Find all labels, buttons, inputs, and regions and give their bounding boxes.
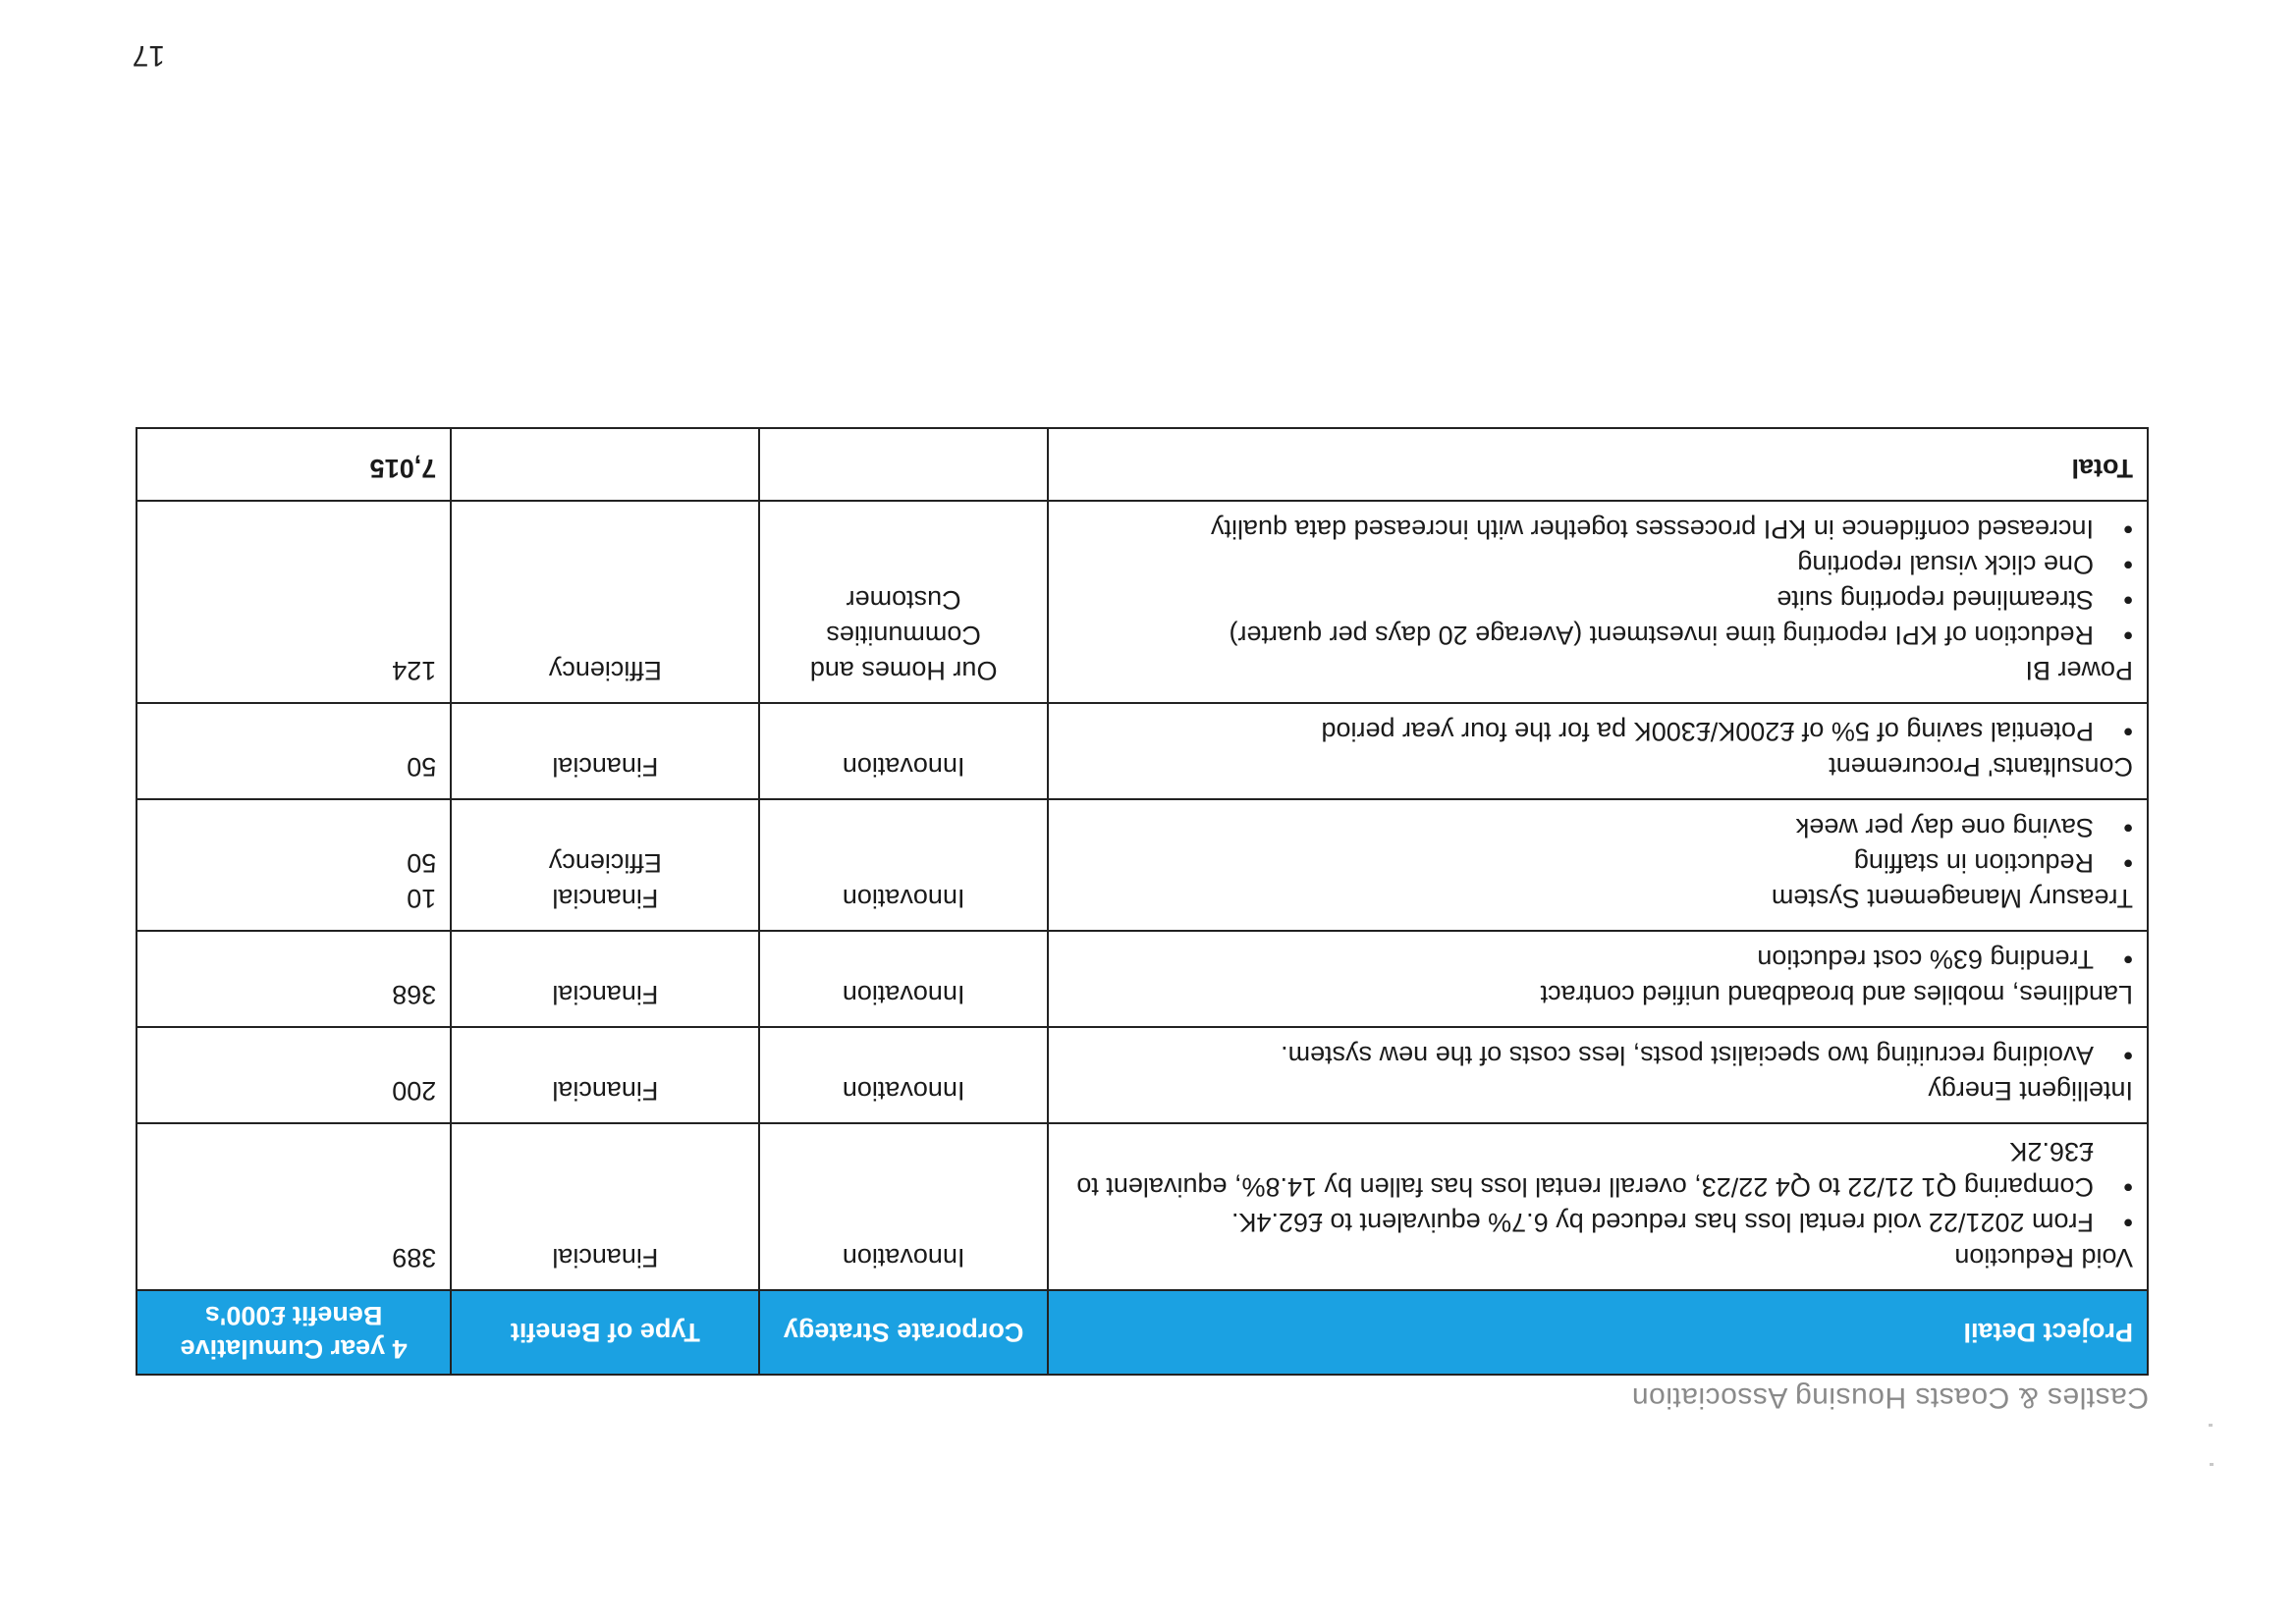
bullet-item: • Potential saving of 5% of £200K/£300K pa for the four year period <box>1063 714 2094 749</box>
table-row <box>137 501 2148 703</box>
strategy-value: Innovation <box>842 884 965 913</box>
bullet-item: • Avoiding recruiting two specialist posts, less costs of the new system. <box>1063 1038 2094 1073</box>
bullet-item: • One click visual reporting <box>1063 547 2094 582</box>
bullet-item: • Reduction of KPI reporting time investment (Average 20 days per quarter) <box>1063 618 2094 653</box>
benefit-type-cell <box>451 703 759 799</box>
benefit-value: 50 <box>407 752 437 782</box>
project-title: Void Reduction <box>1954 1243 2133 1272</box>
project-bullets <box>1063 1134 2133 1240</box>
total-label: Total <box>1048 428 2148 501</box>
header-corporate-strategy: Corporate Strategy <box>759 1290 1047 1375</box>
benefit-value-cell <box>137 1123 451 1290</box>
project-detail-cell <box>1048 501 2148 703</box>
total-value: 7,015 <box>137 428 451 501</box>
benefit-value-cell <box>137 799 451 931</box>
strategy-cell <box>759 703 1047 799</box>
strategy-value: Innovation <box>842 1243 965 1272</box>
strategy-value: Innovation <box>842 980 965 1009</box>
project-detail-cell <box>1048 931 2148 1027</box>
header-type-of-benefit: Type of Benefit <box>451 1290 759 1375</box>
bullet-item: • Streamlined reporting suite <box>1063 582 2094 618</box>
strategy-value: Innovation <box>842 752 965 782</box>
benefit-value-cell <box>137 703 451 799</box>
strategy-cell <box>759 799 1047 931</box>
table-row <box>137 703 2148 799</box>
bullet-item: • From 2021/22 void rental loss has reduced by 6.7% equivalent to £62.4K. <box>1063 1205 2094 1240</box>
table-row <box>137 799 2148 931</box>
project-bullets <box>1063 810 2133 881</box>
bullet-item: • Trending 63% cost reduction <box>1063 942 2094 977</box>
benefit-value-cell <box>137 501 451 703</box>
benefit-type-cell <box>451 799 759 931</box>
benefit-value: 124 <box>392 656 437 685</box>
project-bullets <box>1063 942 2133 977</box>
header-cumulative-benefit: 4 year Cumulative Benefit £000's <box>137 1290 451 1375</box>
project-detail-cell <box>1048 1123 2148 1290</box>
table-row <box>137 1123 2148 1290</box>
strategy-cell <box>759 1027 1047 1123</box>
table-header-row <box>137 1290 2148 1375</box>
benefit-type-cell <box>451 931 759 1027</box>
project-detail-cell <box>1048 799 2148 931</box>
project-title: Treasury Management System <box>1771 884 2133 913</box>
bullet-item: • Comparing Q1 21/22 to Q4 22/23, overall rental loss has fallen by 14.8%, equivalent to £36.2K <box>1063 1134 2094 1205</box>
benefit-type-value: Financial <box>552 1243 659 1272</box>
total-empty-cell <box>451 428 759 501</box>
header-project-detail: Project Detail <box>1048 1290 2148 1375</box>
strategy-cell <box>759 1123 1047 1290</box>
bullet-item: • Increased confidence in KPI processes together with increased data quality <box>1063 512 2094 547</box>
project-title: Consultants' Procurement <box>1829 752 2133 782</box>
organisation-name: Castles & Coasts Housing Association <box>1631 1381 2149 1414</box>
project-title: Power BI <box>2025 656 2133 685</box>
strategy-value: Our Homes and Communities <box>809 621 998 685</box>
strategy-cell <box>759 501 1047 703</box>
benefit-type-value: Efficiency <box>548 656 662 685</box>
project-title: Landlines, mobiles and broadband unified contract <box>1540 980 2133 1009</box>
benefit-type-value: Financial <box>552 752 659 782</box>
project-detail-cell <box>1048 1027 2148 1123</box>
benefit-value-cell <box>137 1027 451 1123</box>
strategy-cell <box>759 931 1047 1027</box>
project-title: Intelligent Energy <box>1928 1076 2133 1106</box>
bullet-item: • Reduction in staffing <box>1063 845 2094 881</box>
benefit-type-cell <box>451 1027 759 1123</box>
table-row <box>137 1027 2148 1123</box>
project-bullets <box>1063 512 2133 653</box>
benefit-type-value: Efficiency <box>548 848 662 878</box>
scan-speck <box>2209 1424 2213 1427</box>
benefit-value: 389 <box>392 1243 437 1272</box>
scan-speck <box>2210 1463 2214 1466</box>
benefit-type-cell <box>451 501 759 703</box>
total-row <box>137 428 2148 501</box>
total-empty-cell <box>759 428 1047 501</box>
benefit-value: 200 <box>392 1076 437 1106</box>
benefit-type-value: Financial <box>552 884 659 913</box>
benefit-type-cell <box>451 1123 759 1290</box>
benefit-value-cell <box>137 931 451 1027</box>
benefit-type-value: Financial <box>552 1076 659 1106</box>
benefit-value: 10 <box>407 884 437 913</box>
benefit-value: 368 <box>392 980 437 1009</box>
page-number: 17 <box>132 39 165 72</box>
benefit-type-value: Financial <box>552 980 659 1009</box>
bullet-item: • Saving one day per week <box>1063 810 2094 845</box>
strategy-value: Customer <box>846 585 961 615</box>
project-detail-cell <box>1048 703 2148 799</box>
project-benefits-table <box>136 427 2149 1376</box>
project-bullets <box>1063 1038 2133 1073</box>
project-bullets <box>1063 714 2133 749</box>
benefit-value: 50 <box>407 848 437 878</box>
strategy-value: Innovation <box>842 1076 965 1106</box>
table-row <box>137 931 2148 1027</box>
